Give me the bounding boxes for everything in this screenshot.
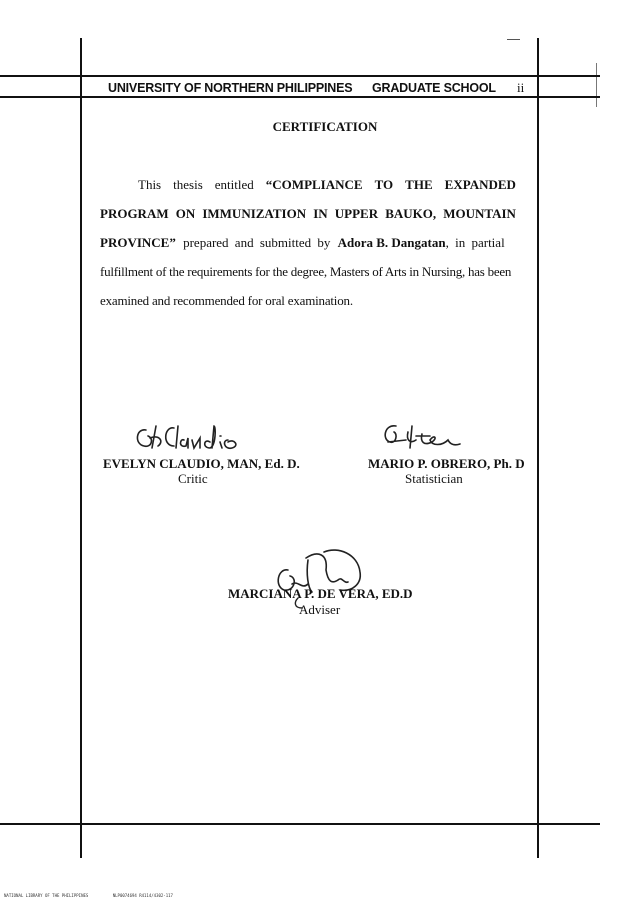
library-name: NATIONAL LIBRARY OF THE PHILIPPINES xyxy=(4,893,89,898)
body-line-2 xyxy=(100,206,516,222)
text: prepared and submitted by xyxy=(183,235,331,250)
top-border-line xyxy=(0,75,600,77)
right-edge-mark xyxy=(596,63,597,107)
library-code: NLP0074694 R4114/4302-117 xyxy=(112,893,173,898)
top-right-mark xyxy=(507,39,520,40)
page-title: CERTIFICATION xyxy=(272,119,378,134)
header-rule xyxy=(0,96,600,98)
bottom-border-line xyxy=(0,823,600,825)
statistician-name: MARIO P. OBRERO, Ph. D xyxy=(368,456,525,471)
author-name: Adora B. Dangatan xyxy=(337,235,446,250)
library-footer xyxy=(4,893,195,898)
adviser-role: Adviser xyxy=(299,602,341,617)
statistician-role: Statistician xyxy=(405,471,463,486)
word: IN xyxy=(313,206,328,221)
left-margin-line xyxy=(80,38,82,858)
university-name: UNIVERSITY OF NORTHERN PHILIPPINES xyxy=(108,81,353,95)
statistician-signature xyxy=(376,418,466,458)
word: “COMPLIANCE xyxy=(265,177,363,192)
word: EXPANDED xyxy=(444,177,516,192)
word: PROVINCE” xyxy=(100,235,176,250)
word: IMMUNIZATION xyxy=(202,206,307,221)
right-margin-line xyxy=(537,38,539,858)
word: BAUKO, xyxy=(385,206,437,221)
word: THE xyxy=(405,177,433,192)
word: entitled xyxy=(214,177,254,192)
word: MOUNTAIN xyxy=(443,206,516,221)
adviser-name: MARCIANA P. DE VERA, ED.D xyxy=(228,586,413,601)
word: PROGRAM xyxy=(100,206,169,221)
graduate-school-label: GRADUATE SCHOOL xyxy=(372,81,496,95)
body-line-5: examined and recommended for oral examination. xyxy=(100,293,353,308)
critic-role: Critic xyxy=(178,471,208,486)
critic-signature xyxy=(130,420,250,456)
body-line-4: fulfillment of the requirements for the degree, Masters of Arts in Nursing, has been xyxy=(100,264,512,279)
critic-name: EVELYN CLAUDIO, MAN, Ed. D. xyxy=(103,456,300,471)
word: UPPER xyxy=(334,206,379,221)
word: TO xyxy=(374,177,394,192)
word: thesis xyxy=(173,177,203,192)
page-number: ii xyxy=(517,80,525,95)
body-line-1 xyxy=(138,177,516,193)
word: This xyxy=(138,177,162,192)
word: ON xyxy=(175,206,196,221)
text: , in partial xyxy=(445,235,505,250)
body-line-3 xyxy=(100,235,516,251)
